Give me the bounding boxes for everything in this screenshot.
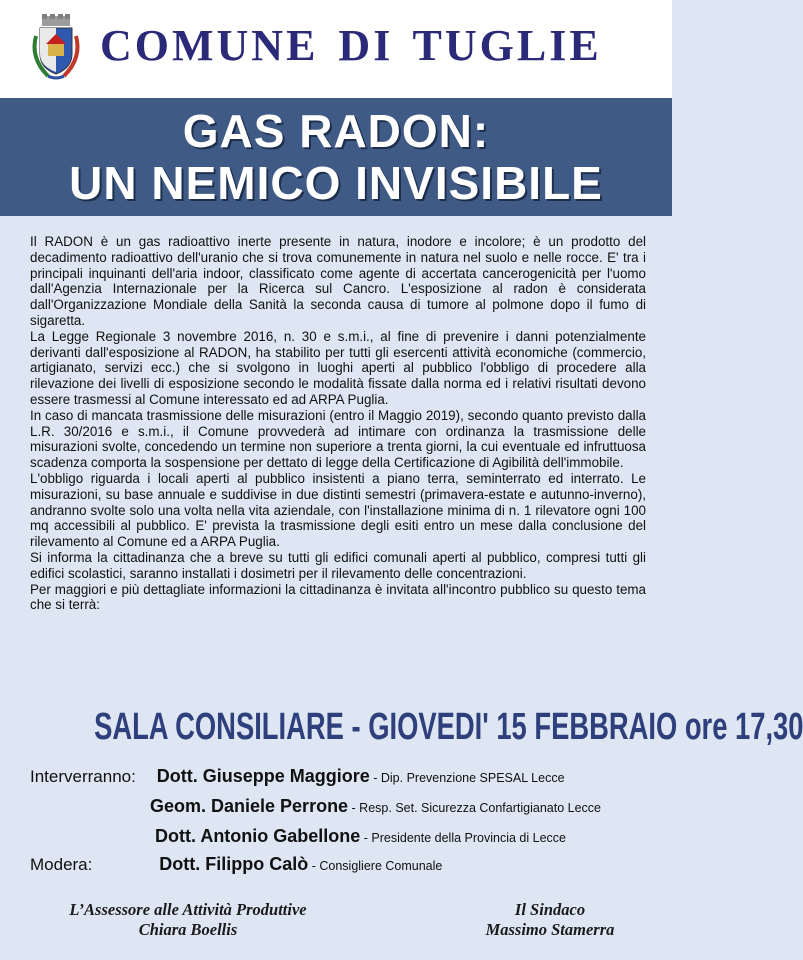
assessore-name: Chiara Boellis [138, 920, 238, 939]
speaker-role: - Dip. Prevenzione SPESAL Lecce [369, 771, 565, 785]
speaker-role: - Consigliere Comunale [308, 859, 443, 873]
speaker-role: - Presidente della Provincia di Lecce [360, 831, 566, 845]
banner-title-line-1: GAS RADON: [182, 105, 490, 157]
speaker-row [150, 796, 601, 817]
paragraph: Il RADON è un gas radioattivo inerte presente in natura, inodore e incolore; è un prodotto del decadimento radioattivo dell'uranio che si trova comunemente in natura nel suolo e nelle rocce. E' tra i principali inquinanti dell'aria indoor, classificato come agente di accertata cancerogenicità per l'uomo dall'Agenzia Internazionale per la Ricerca sul Cancro. L'esposizione al radon è considerata dall'Organizzazione Mondiale della Sanità la seconda causa di tumore al polmone dopo il fumo di sigaretta. [30, 234, 646, 328]
speaker-name: Dott. Giuseppe Maggiore [156, 766, 370, 786]
sindaco-name: Massimo Stamerra [485, 920, 615, 939]
assessore-title: L’Assessore alle Attività Produttive [69, 900, 307, 919]
paragraph: Si informa la cittadinanza che a breve su tutti gli edifici comunali aperti al pubblico, compresi tutti gli edifici scolastici, saranno installati i dosimetri per il rilevamento delle concentrazioni. [30, 549, 646, 581]
municipal-crest-icon [30, 14, 82, 82]
moderator-row [30, 854, 442, 875]
paragraph: In caso di mancata trasmissione delle misurazioni (entro il Maggio 2019), secondo quanto previsto dalla L.R. 30/2016 e s.m.i., il Comune provvederà ad intimare con ordinanza la trasmissione delle misurazioni svolte, concedendo un termine non superiore a trenta giorni, la cui eventuale ed infruttuosa scadenza comporta la sospensione per dettato di legge della Certificazione di Agibilità dell'immobile. [30, 407, 646, 471]
comune-title: COMUNE DI TUGLIE [100, 21, 602, 70]
speakers-intro-label: Interverranno: [30, 767, 136, 786]
sindaco-title: Il Sindaco [514, 900, 586, 919]
banner-title-line-2: UN NEMICO INVISIBILE [69, 157, 603, 209]
speaker-row [155, 826, 566, 847]
paragraph: La Legge Regionale 3 novembre 2016, n. 30 e s.m.i., al fine di prevenire i danni potenzialmente derivanti dall'esposizione al RADON, ha stabilito per tutti gli esercenti attività economiche (commercio, artigianato, servizi ecc.) che si svolgono in luoghi aperti al pubblico l'obbligo di procedere alla rilevazione dei livelli di esposizione secondo le modalità fissate dalla norma ed i relativi risultati devono essere trasmessi al Comune interessato ed ad ARPA Puglia. [30, 328, 646, 407]
speaker-row [30, 766, 565, 787]
moderator-label: Modera: [30, 855, 93, 874]
speaker-name: Geom. Daniele Perrone [150, 796, 349, 816]
header [0, 0, 672, 98]
paragraph: Per maggiori e più dettagliate informazioni la cittadinanza è invitata all'incontro pubblico su questo tema che si terrà: [30, 581, 646, 613]
paragraph: L'obbligo riguarda i locali aperti al pubblico insistenti a piano terra, seminterrato ed interrato. Le misurazioni, su base annuale e suddivise in due distinti semestri (primavera-estate e autunno-inverno), andranno svolte solo una volta nella vita aziendale, con l'installazione minima di n. 1 rilevatore ogni 100 mq accessibili al pubblico. E' prevista la trasmissione degli esiti entro un mese dalla conclusione del rilevamento al Comune ed a ARPA Puglia. [30, 470, 646, 550]
speaker-name: Dott. Filippo Calò [159, 854, 309, 874]
event-announcement: SALA CONSILIARE - GIOVEDI' 15 FEBBRAIO ore 17,30 [94, 706, 803, 748]
footer-signature-right [440, 900, 660, 940]
speaker-name: Dott. Antonio Gabellone [155, 826, 361, 846]
footer-signature-left [18, 900, 358, 940]
body-text [30, 234, 646, 613]
speaker-role: - Resp. Set. Sicurezza Confartigianato Lecce [348, 801, 601, 815]
